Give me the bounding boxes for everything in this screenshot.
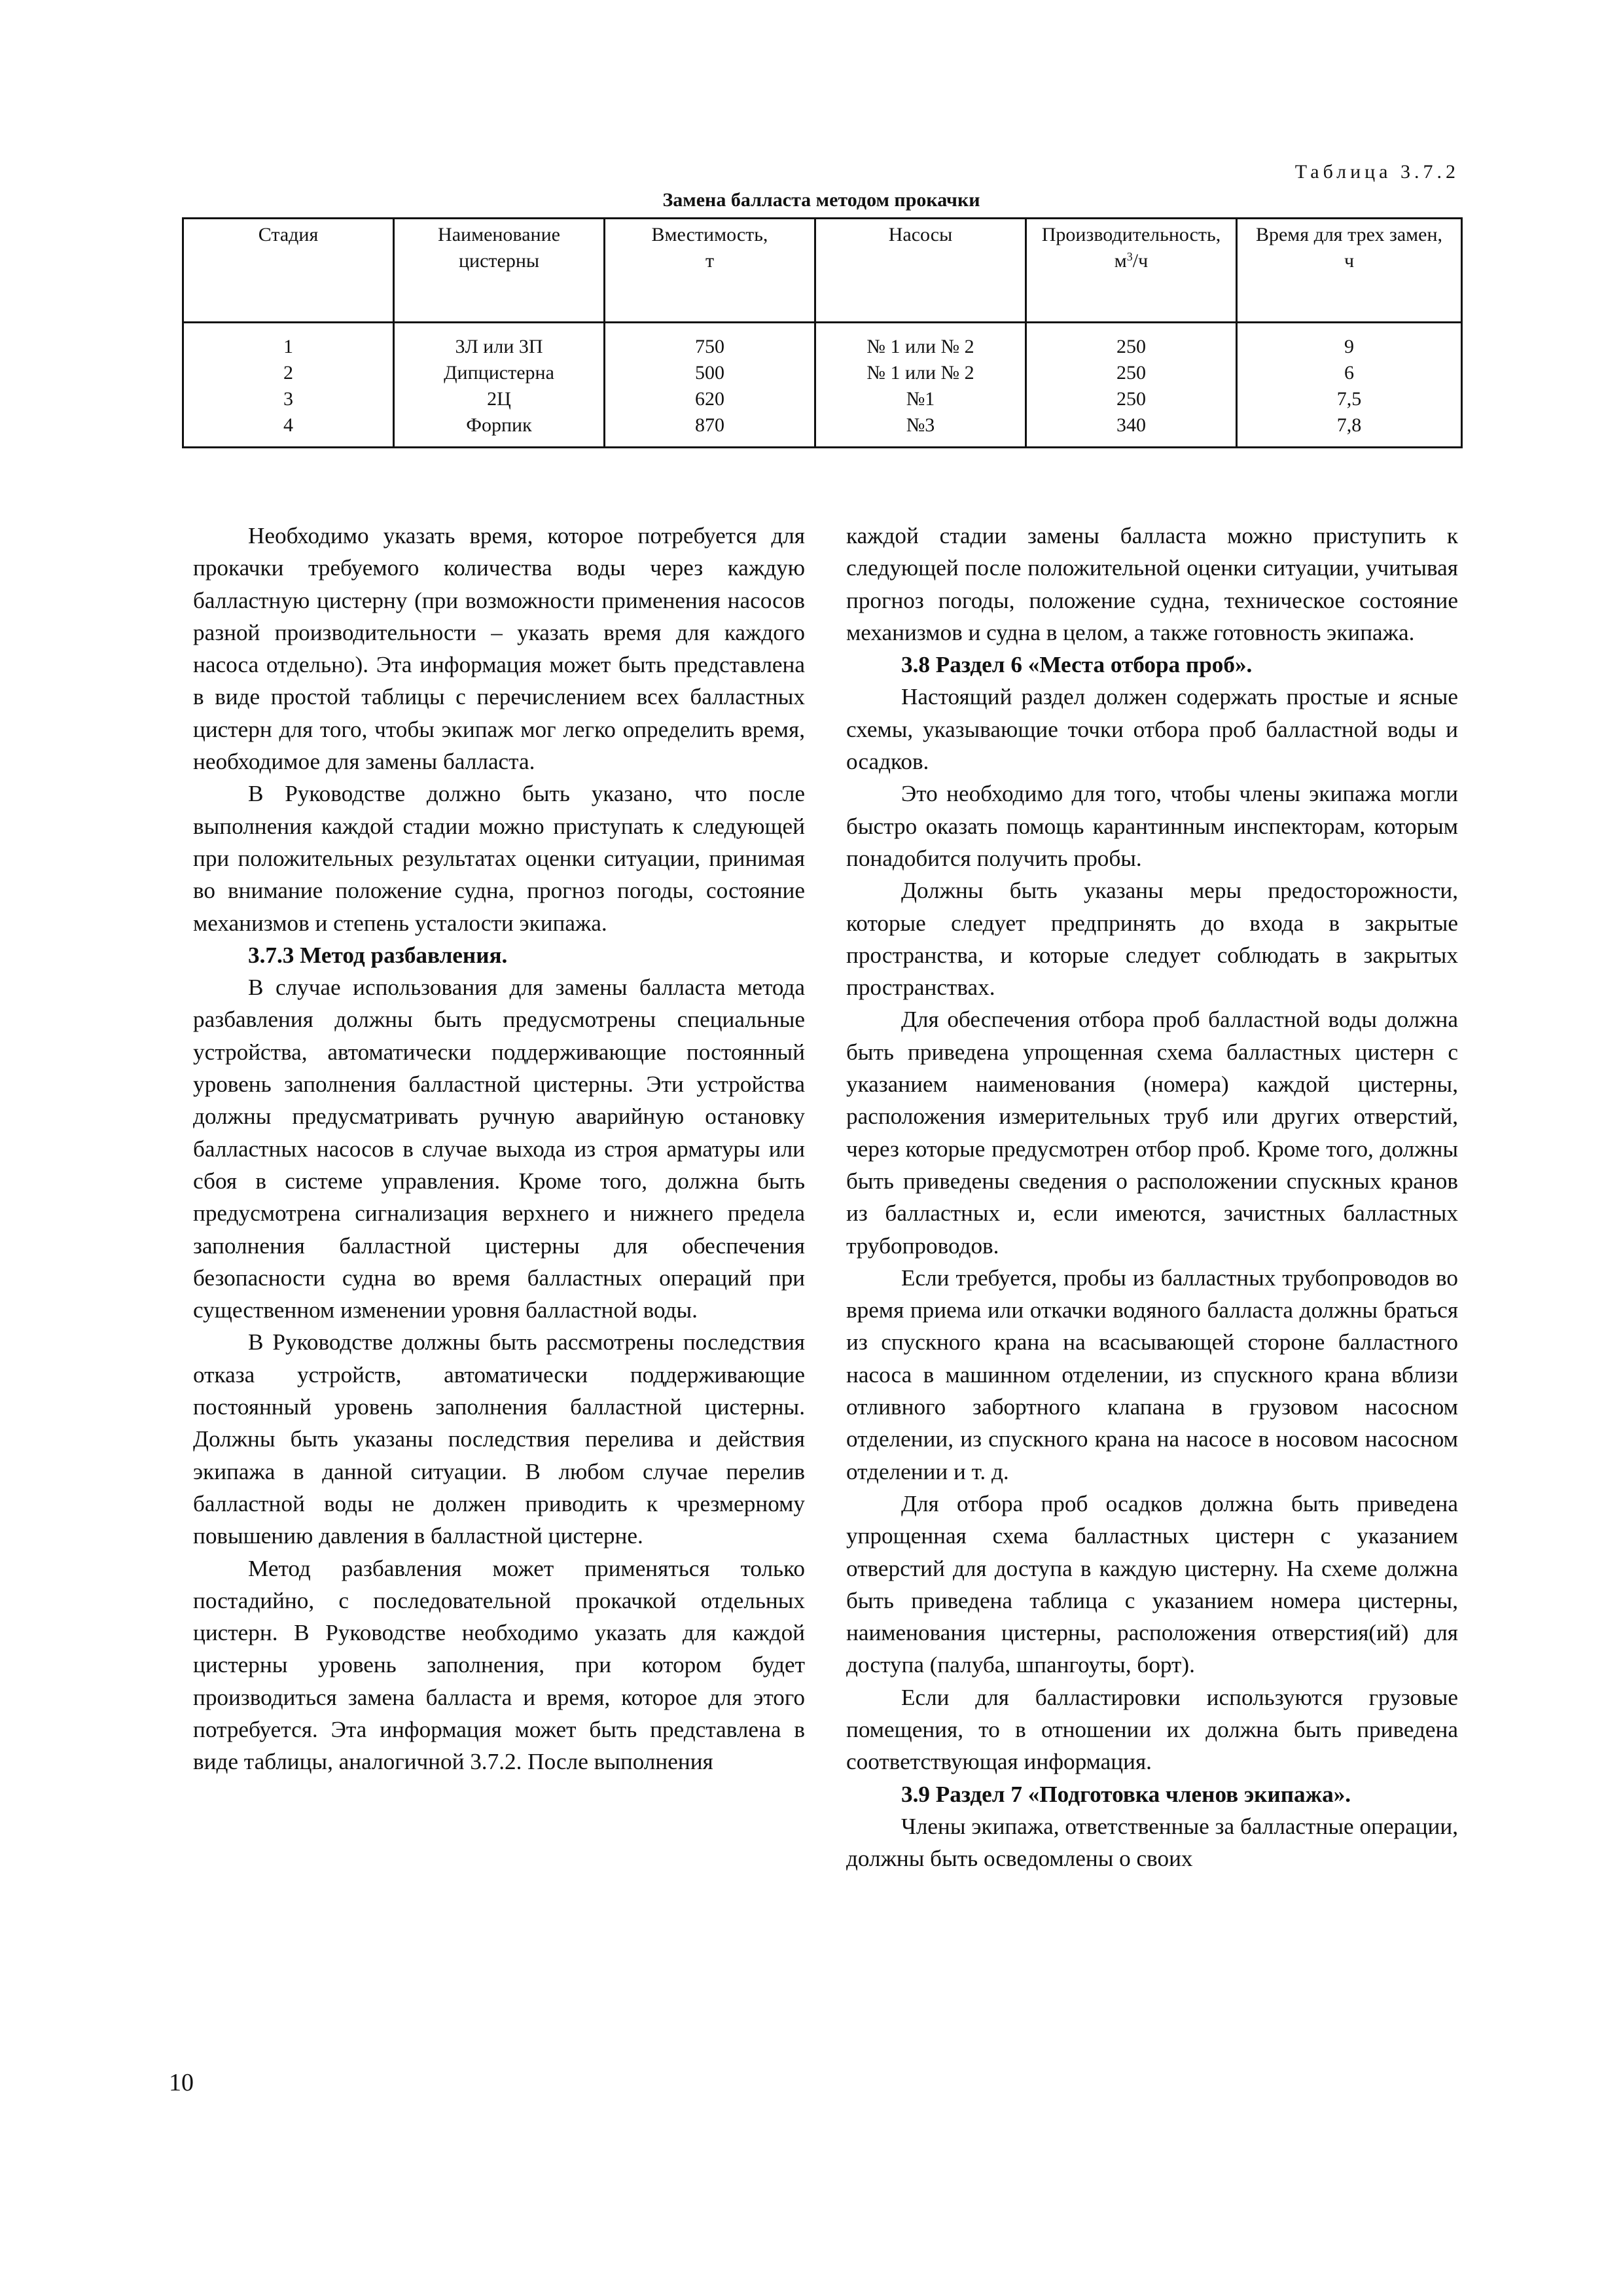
table-cell: 3 <box>183 386 394 412</box>
paragraph: Члены экипажа, ответственные за балластные операции, должны быть осведомлены о своих <box>846 1813 1458 1872</box>
paragraph: Если для балластировки используются грузовые помещения, то в отношении их должна быть приведена соответствующая информация. <box>846 1684 1458 1775</box>
section-heading-3-9: 3.9 Раздел 7 «Подготовка членов экипажа». <box>901 1781 1351 1807</box>
table-cell: 500 <box>605 360 815 386</box>
table-cell: 4 <box>183 412 394 448</box>
table-cell: 3Л или 3П <box>394 323 605 361</box>
table-cell: 7,5 <box>1237 386 1462 412</box>
table-cell: 7,8 <box>1237 412 1462 448</box>
paragraph: В Руководстве должны быть рассмотрены последствия отказа устройств, автоматически поддерживающие постоянный уровень заполнения балластной цистерны. Должны быть указаны последствия перелива и действия экипажа в данной ситуации. В любом случае перелив балластной воды не должен приводить к чрезмерному повышению давления в балластной цистерне. <box>193 1329 805 1549</box>
paragraph: Это необходимо для того, чтобы члены экипажа могли быстро оказать помощь карантинным инспекторам, которым понадобится получить пробы. <box>846 781 1458 871</box>
table-cell: 340 <box>1026 412 1237 448</box>
table-cell: 9 <box>1237 323 1462 361</box>
table-title: Замена балласта методом прокачки <box>662 189 980 211</box>
table-cell: 6 <box>1237 360 1462 386</box>
table-cell: №1 <box>815 386 1026 412</box>
table-cell: 1 <box>183 323 394 361</box>
section-heading-3-8: 3.8 Раздел 6 «Места отбора проб». <box>901 652 1253 678</box>
table-cell: 870 <box>605 412 815 448</box>
col-header-time: Время для трех замен, ч <box>1237 219 1462 323</box>
table-cell: № 1 или № 2 <box>815 323 1026 361</box>
ballast-exchange-table <box>182 217 1463 448</box>
paragraph: Для отбора проб осадков должна быть приведена упрощенная схема балластных цистерн с указанием отверстий для доступа в каждую цистерну. На схеме должна быть приведена таблица с указанием номера цистерны, наименования цистерны, расположения отверстия(ий) для доступа (палуба, шпангоуты, борт). <box>846 1490 1458 1678</box>
table-row <box>183 386 1462 412</box>
col-header-tank-name: Наименование цистерны <box>394 219 605 323</box>
table-cell: 2 <box>183 360 394 386</box>
paragraph: Настоящий раздел должен содержать простые и ясные схемы, указывающие точки отбора проб балластной воды и осадков. <box>846 684 1458 775</box>
table-row <box>183 360 1462 386</box>
col-header-capacity: Вместимость, т <box>605 219 815 323</box>
paragraph: В Руководстве должно быть указано, что после выполнения каждой стадии можно приступать к следующей при положительных результатах оценки ситуации, принимая во внимание положение судна, прогноз погоды, состояние механизмов и степень усталости экипажа. <box>193 781 805 936</box>
table-cell: 250 <box>1026 323 1237 361</box>
paragraph: Метод разбавления может применяться только постадийно, с последовательной прокачкой отдельных цистерн. В Руководстве необходимо указать для каждой цистерны уровень заполнения, при котором будет производиться замена балласта и время, которое для этого потребуется. Эта информация может быть представлена в виде таблицы, аналогичной 3.7.2. После выполнения <box>193 1555 805 1775</box>
table-row <box>183 323 1462 361</box>
table-cell: № 1 или № 2 <box>815 360 1026 386</box>
col-header-pumps: Насосы <box>815 219 1026 323</box>
col-header-stage: Стадия <box>183 219 394 323</box>
table-cell: 2Ц <box>394 386 605 412</box>
paragraph: Должны быть указаны меры предосторожности, которые следует предпринять до входа в закрытые пространства, и которые следует соблюдать в закрытых пространствах. <box>846 878 1458 1001</box>
paragraph-continued: каждой стадии замены балласта можно приступить к следующей после положительной оценки ситуации, учитывая прогноз погоды, положение судна, техническое состояние механизмов и судна в целом, а также готовность экипажа. <box>846 523 1458 645</box>
col-header-capacity-rate: Производительность, $м^3/ч$ <box>1026 219 1237 323</box>
paragraph: Если требуется, пробы из балластных трубопроводов во время приема или откачки водяного балласта должны браться из спускного крана на всасывающей стороне балластного насоса в машинном отделении, из спускного крана вблизи отливного забортного клапана в грузовом насосном отделении, из спускного крана на насосе в носовом насосном отделении и т. д. <box>846 1265 1458 1484</box>
section-heading-3-7-3: 3.7.3 Метод разбавления. <box>248 942 508 968</box>
table-cell: 250 <box>1026 386 1237 412</box>
table-number: Таблица 3.7.2 <box>1294 161 1459 183</box>
left-text-column <box>193 520 805 1778</box>
table-cell: Дипцистерна <box>394 360 605 386</box>
table-header-row <box>183 219 1462 323</box>
table-cell: 250 <box>1026 360 1237 386</box>
table-cell: 750 <box>605 323 815 361</box>
paragraph: В случае использования для замены балласта метода разбавления должны быть предусмотрены специальные устройства, автоматически поддерживающие постоянный уровень заполнения балластной цистерны. Эти устройства должны предусматривать ручную аварийную остановку балластных насосов в случае выхода из строя арматуры или сбоя в системе управления. Кроме того, должна быть предусмотрена сигнализация верхнего и нижнего предела заполнения балластной цистерны для обеспечения безопасности судна во время балластных операций при существенном изменении уровня балластной воды. <box>193 975 805 1323</box>
page-number: 10 <box>169 2069 194 2096</box>
table-cell: №3 <box>815 412 1026 448</box>
table-row <box>183 412 1462 448</box>
paragraph: Необходимо указать время, которое потребуется для прокачки требуемого количества воды через каждую балластную цистерну (при возможности применения насосов разной производительности – указать время для каждого насоса отдельно). Эта информация может быть представлена в виде простой таблицы с перечислением всех балластных цистерн для того, чтобы экипаж мог легко определить время, необходимое для замены балласта. <box>193 523 805 775</box>
table-cell: 620 <box>605 386 815 412</box>
paragraph: Для обеспечения отбора проб балластной воды должна быть приведена упрощенная схема балластных цистерн с указанием наименования (номера) каждой цистерны, расположения измерительных труб или других отверстий, через которые предусмотрен отбор проб. Кроме того, должны быть приведены сведения о расположении спускных кранов из балластных и, если имеются, зачистных балластных трубопроводов. <box>846 1007 1458 1259</box>
table-cell: Форпик <box>394 412 605 448</box>
right-text-column <box>846 520 1458 1874</box>
